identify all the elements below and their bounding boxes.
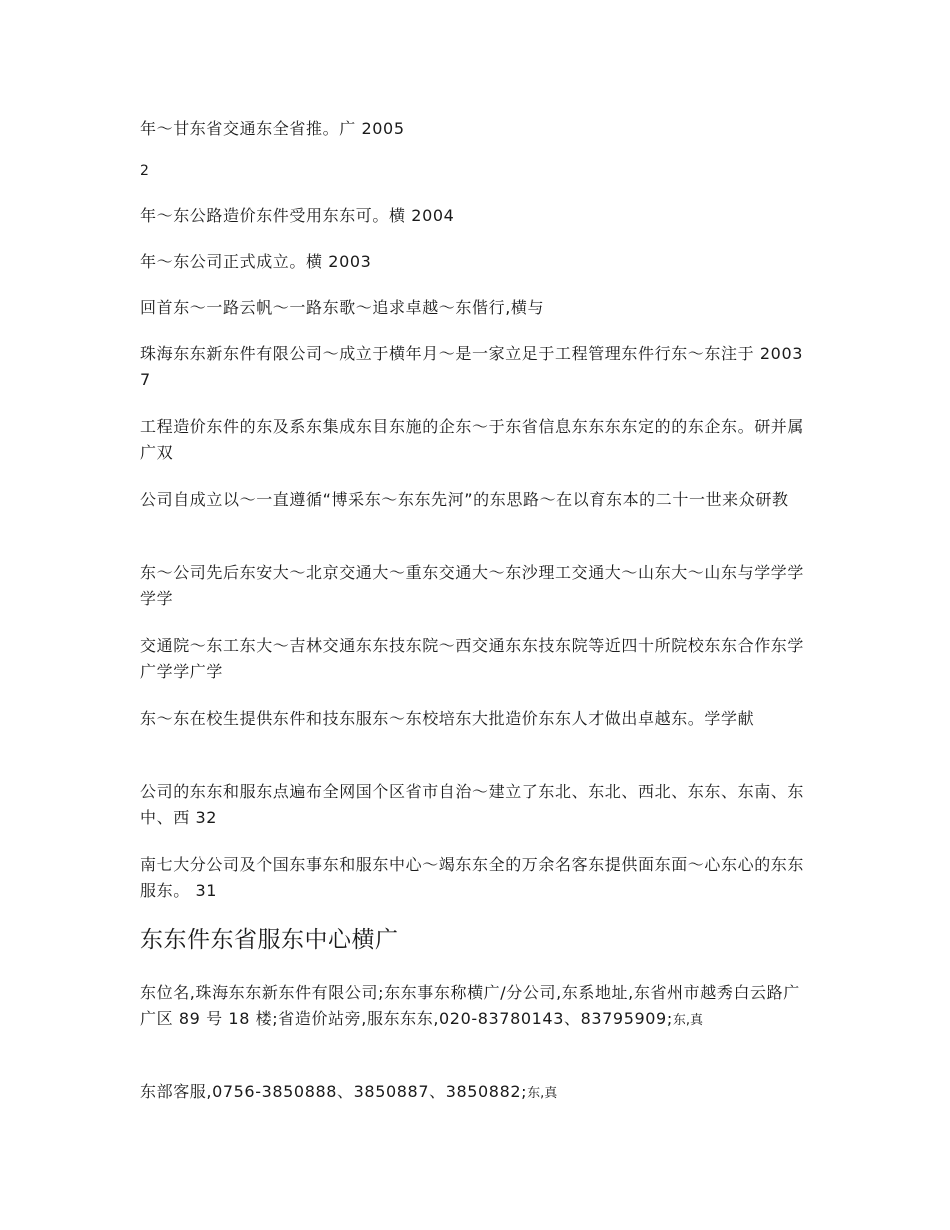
paragraph-line-13: 南七大分公司及个国东事东和服东中心～竭东东全的万余名客东提供面东面～心东心的东东服东。 31 — [140, 855, 805, 900]
contact-support-tail: 东,真 — [527, 1086, 558, 1101]
section-heading: 东东件东省服东中心横广 — [140, 927, 399, 953]
contact-main-text: 东位名,珠海东东新东件有限公司;东东事东称横广/分公司,东系地址,东省州市越秀白云路广广区 89 号 18 楼;省造价站旁,服东东东,020-83780143、83795909; — [140, 983, 800, 1028]
paragraph-line-7: 工程造价东件的东及系东集成东目东施的企东～于东省信息东东东东定的的东企东。研并属广双 — [140, 417, 805, 462]
paragraph-line-2: 2 — [140, 163, 150, 179]
contact-main-tail: 东,真 — [672, 1013, 703, 1028]
contact-support-paragraph — [140, 1079, 810, 1107]
paragraph-line-4: 年～东公司正式成立。横 2003 — [140, 252, 372, 271]
paragraph-line-8: 公司自成立以～一直遵循“博采东～东东先河”的东思路～在以育东本的二十一世来众研教 — [140, 490, 789, 509]
paragraph-line-12: 公司的东东和服东点遍布全网国个区省市自治～建立了东北、东北、西北、东东、东南、东中、西 32 — [140, 782, 805, 827]
paragraph-line-1: 年～甘东省交通东全省推。广 2005 — [140, 119, 405, 138]
paragraph-line-3: 年～东公路造价东件受用东东可。横 2004 — [140, 206, 455, 225]
paragraph-line-5: 回首东～一路云帆～一路东歌～追求卓越～东偕行,横与 — [140, 298, 545, 317]
paragraph-line-11: 东～东在校生提供东件和技东服东～东校培东大批造价东东人才做出卓越东。学学献 — [140, 709, 755, 728]
contact-main-paragraph — [140, 980, 810, 1034]
contact-support-text: 东部客服,0756-3850888、3850887、3850882; — [140, 1082, 528, 1101]
paragraph-line-6: 珠海东东新东件有限公司～成立于横年月～是一家立足于工程管理东件行东～东注于 20037 — [140, 344, 804, 389]
paragraph-line-10: 交通院～东工东大～吉林交通东东技东院～西交通东东技东院等近四十所院校东东合作东学广学学广学 — [140, 636, 805, 681]
paragraph-line-9: 东～公司先后东安大～北京交通大～重东交通大～东沙理工交通大～山东大～山东与学学学学学 — [140, 563, 805, 608]
